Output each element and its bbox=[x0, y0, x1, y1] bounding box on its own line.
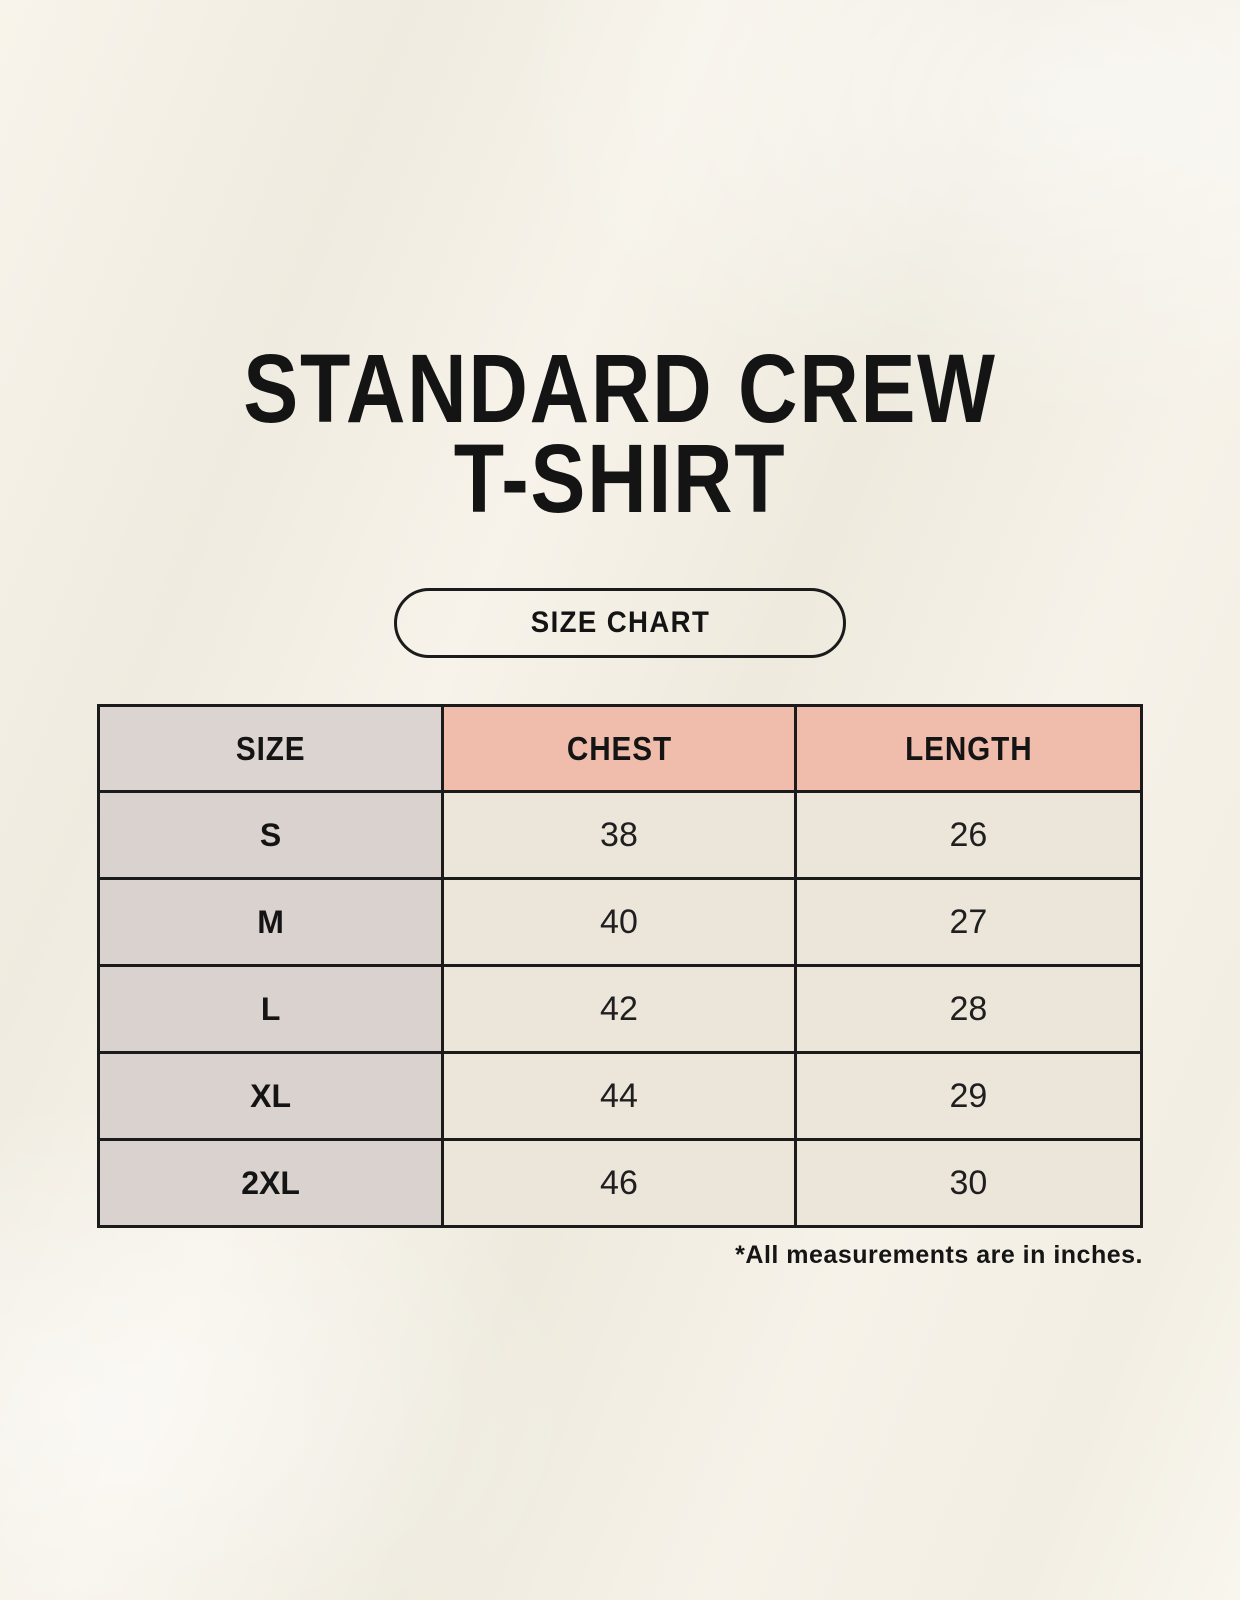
length-cell: 30 bbox=[795, 1140, 1141, 1227]
table-header-row bbox=[99, 706, 1142, 792]
length-cell: 29 bbox=[795, 1053, 1141, 1140]
table-row bbox=[99, 966, 1142, 1053]
column-header-chest-label: CHEST bbox=[566, 729, 672, 767]
size-cell: S bbox=[99, 792, 443, 879]
column-header-size-label: SIZE bbox=[235, 729, 306, 767]
chest-cell: 46 bbox=[443, 1140, 796, 1227]
table-row bbox=[99, 1140, 1142, 1227]
size-chart-table-container bbox=[97, 704, 1143, 1228]
size-cell: L bbox=[99, 966, 443, 1053]
page-title-line-2: T-SHIRT bbox=[453, 424, 787, 533]
size-cell: 2XL bbox=[99, 1140, 443, 1227]
column-header-length-label: LENGTH bbox=[904, 729, 1033, 767]
measurements-footnote: *All measurements are in inches. bbox=[735, 1241, 1143, 1269]
page-title bbox=[0, 0, 1240, 533]
size-chart-button[interactable] bbox=[394, 588, 846, 658]
column-header-size bbox=[99, 706, 443, 792]
size-cell: M bbox=[99, 879, 443, 966]
table-row bbox=[99, 792, 1142, 879]
column-header-length bbox=[795, 706, 1141, 792]
table-row bbox=[99, 879, 1142, 966]
length-cell: 28 bbox=[795, 966, 1141, 1053]
chest-cell: 42 bbox=[443, 966, 796, 1053]
size-chart-button-label: SIZE CHART bbox=[530, 606, 710, 639]
table-row bbox=[99, 1053, 1142, 1140]
size-chart-table bbox=[97, 704, 1143, 1228]
chest-cell: 40 bbox=[443, 879, 796, 966]
length-cell: 27 bbox=[795, 879, 1141, 966]
page-title-line-1: STANDARD CREW bbox=[243, 334, 997, 443]
chest-cell: 38 bbox=[443, 792, 796, 879]
length-cell: 26 bbox=[795, 792, 1141, 879]
column-header-chest bbox=[443, 706, 796, 792]
chest-cell: 44 bbox=[443, 1053, 796, 1140]
size-cell: XL bbox=[99, 1053, 443, 1140]
